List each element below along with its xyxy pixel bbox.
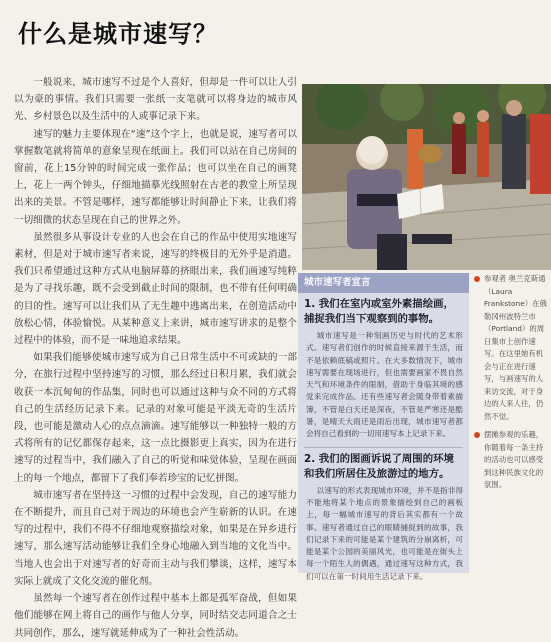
manifesto-item-text: 城市速写是一种刻画历史与时代的艺术形式。速写者们创作的时候直接来源于生活，而不是依赖底稿或照片。在大多数情况下，城市速写需要在现场进行，但也需要画家不畏自然天气和环境条件的限制，借助于身临其境的感觉来完成作品。还有些速写者会随身带着素描簿，不管是白天还是深夜，不管是严寒还是酷暑，是晴天大雨还是雨后出现，城市速写者都会将自己看到的一切用速写本上记录下来。	[306, 331, 463, 439]
caption-text: 参观者 奥兰克斯通（Laura Frankstone）在俄勒冈州波特兰市（Portland）的周日集市上创作速写。在这里她有机会与正在进行速写，与画速写的人来访交流，对于身边的人来人往，仍然不觉。	[484, 274, 547, 421]
sidebar-title: 城市速写者宣言	[298, 273, 469, 293]
photo-illustration	[302, 84, 551, 270]
body-paragraph: 城市速写者在坚持这一习惯的过程中会发现，自己的速写能力在不断提升，而且自己对于周边的环境也会产生崭新的认识。在速写的过程中，我们不得不仔细地观察描绘对象，如果是在异乡进行速写，那么速写活动能够让我们全身心地融入到当地的文化当中。当地人也会出于对速写者的好奇而主动与我们攀谈，这样，速写本实际上就成了文化交流的催化剂。	[14, 489, 297, 587]
body-text-column	[14, 74, 297, 642]
body-paragraph: 一般说来，城市速写不过是个人喜好，但却是一件可以让人引以为豪的事情。我们只需要一张纸一支笔就可以将身边的城市风光、乡村景色以及生活中的人或事记录下来。	[14, 77, 297, 123]
manifesto-item-heading: 2. 我们的图画诉说了周围的环境和我们所居住及旅游过的地方。	[304, 452, 454, 480]
manifesto-item-text: 以速写的形式表现城市环境，并不是指非得不能地将某个地点的景象描绘到自己的画板上，每一幅城市速写的背后其实都有一个故事。速写者通过自己的眼睛捕捉到的故事，我们记录下来的可能是某个建筑的分崩离析，可能是某个公园的美丽风光，也可能是在街头上每一个陌生人的偶遇，通过速写这种方式，我们可以在第一时间用生活记录下来。	[306, 485, 463, 581]
bullet-icon	[474, 432, 480, 438]
body-paragraph: 如果我们能够使城市速写成为自己日常生活中不可或缺的一部分，在旅行过程中坚持速写的习惯，那么经过日积月累，我们就会收获一本沉甸甸的作品集，同时也可以通过这种与众不同的方式将自己的生活经历记录下来。记录的对象可能是平淡无奇的生活片段，也可能是激动人心的点点滴滴。速写能够以一种独特一般的方式将所有的记忆都保存起来，这一点比摄影更上真实，因为在进行速写的过程当中，我们融入了自己的听觉和味觉体验，呈现在画面上的每一个地点，都留下了我们奉若珍宝的记忆拼图。	[14, 352, 297, 484]
street-sketching-photo	[302, 84, 551, 270]
caption-text: 摆摊参观的乐趣，你随着每一条主持的活动也可以感受到这种民族文化的氛围。	[484, 430, 544, 489]
manifesto-item-heading: 1. 我们在室内或室外素描绘画，捕捉我们当下观察到的事物。	[304, 298, 454, 325]
body-paragraph: 虽然每一个速写者在创作过程中基本上都是孤军奋战，但如果他们能够在网上将自己的画作与他人分享，同时结交志同道合之士共同创作，那么，速写就延伸成为了一种社会性活动。	[14, 593, 297, 639]
bullet-icon	[474, 276, 480, 282]
photo-captions	[474, 273, 548, 498]
manifesto-sidebar	[298, 273, 469, 581]
page-title: 什么是城市速写？	[18, 20, 218, 48]
photo-caption	[474, 273, 548, 423]
photo-caption	[474, 429, 548, 492]
body-paragraph: 虽然很多从事设计专业的人也会在自己的作品中使用实地速写素材，但是对于城市速写者来说，速写的终极目的无外乎是消遣。我们只希望通过这种方式从电脑屏幕的挤眼出来，我们画速写纯粹是为了寻找乐趣，既不会受到截止时间的限制，也不带有任何明确的目的性。速写可以让我们从了无生趣中逃离出来，在创造活动中放松心情，体验愉悦。从某种意义上来讲，城市速写讲求的是整个过程中的体验，而不是一味地追求结果。	[14, 231, 297, 347]
body-paragraph: 速写的魅力主要体现在“速”这个字上，也就是说，速写者可以掌握数笔就将简单的意象呈现在纸面上。我们可以站在自己房间的窗前，花上15分钟的时间完成一张作品；也可以坐在自己的画凳上，花上一两个钟头，仔细地描摹光线照射在古老的教堂上所呈现出来的美景。不管是哪样，速写都能够让时间静止下来，让我们将一切细微的状态呈现在自己的世界之外。	[14, 128, 297, 226]
